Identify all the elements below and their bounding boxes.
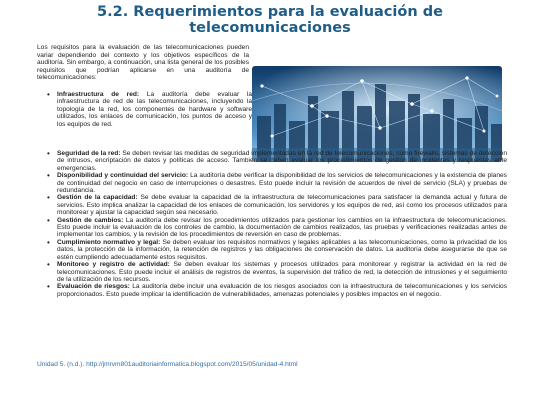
section-title: [0, 4, 540, 36]
list-item: • Gestión de la capacidad: Se debe evaluar la capacidad de la infraestructura de telecomunicaciones para satisfacer la demanda actual y futura de servicios. Esto implica analizar la capacidad de los enlaces de comunicación, los servidores y los equipos de red, así como los procesos utilizados para monitorear y ajustar la capacidad según sea necesario.: [47, 194, 507, 216]
title-line-2: telecomunicaciones: [189, 20, 351, 36]
list-item: • Gestión de cambios: La auditoría debe revisar los procedimientos utilizados para gestionar los cambios en la infraestructura de telecomunicaciones. Esto puede incluir la evaluación de los controles de cambio, la documentación de cambios realizados, las pruebas y verificaciones realizadas antes de implementar los cambios, y la revisión de los procedimientos de reversión en caso de problemas.: [47, 217, 507, 239]
citation-link[interactable]: Unidad 5. (n.d.). http://jmrvm801auditoriainformatica.blogspot.com/2015/05/unidad-4.html: [37, 361, 298, 368]
title-line-1: 5.2. Requerimientos para la evaluación de: [97, 4, 443, 20]
list-item: • Monitoreo y registro de actividad: Se deben evaluar los sistemas y procesos utilizados para monitorear y registrar la actividad en la red de telecomunicaciones. Esto puede incluir el análisis de registros de eventos, la supervisión del tráfico de red, la detección de intrusiones y el seguimiento de la utilización de los recursos.: [47, 261, 507, 283]
requirements-list: [47, 91, 507, 298]
list-item: • Seguridad de la red: Se deben revisar las medidas de seguridad implementadas en la red de telecomunicaciones, como firewalls, sistemas de detección de intrusos, encriptación de datos y políticas de acceso. También se deben evaluar los procedimientos de gestión de incidentes y respuestas ante emergencias.: [47, 150, 507, 172]
list-item: • Disponibilidad y continuidad del servicio: La auditoría debe verificar la disponibilidad de los servicios de telecomunicaciones y la existencia de planes de continuidad del negocio en caso de interrupciones o desastres. Esto puede incluir la revisión de acuerdos de nivel de servicio (SLA) y pruebas de redundancia.: [47, 172, 507, 194]
requirements-list-container: [47, 91, 507, 298]
intro-paragraph: Los requisitos para la evaluación de las telecomunicaciones pueden variar dependiendo del contexto y los objetivos específicos de la auditoría. Sin embargo, a continuación, una lista general de los posibles requisitos que podrían aplicarse en una auditoría de telecomunicaciones:: [37, 44, 249, 82]
list-item: • Infraestructura de red: La auditoría debe evaluar la infraestructura de red de las telecomunicaciones, incluyendo la topología de la red, los componentes de hardware y software utilizados, los enlaces de comunicación, los puntos de acceso y los equipos de red.: [47, 91, 252, 150]
list-item: • Cumplimiento normativo y legal: Se deben evaluar los requisitos normativos y legales aplicables a las telecomunicaciones, como la privacidad de los datos, la protección de la información, la retención de registros y las obligaciones de conservación de datos. La auditoría debe asegurarse de que se estén cumpliendo adecuadamente estos requisitos.: [47, 239, 507, 261]
list-item: • Evaluación de riesgos: La auditoría debe incluir una evaluación de los riesgos asociados con la infraestructura de telecomunicaciones y los servicios proporcionados. Esto puede implicar la identificación de vulnerabilidades, amenazas potenciales y posibles impactos en el negocio.: [47, 283, 507, 298]
